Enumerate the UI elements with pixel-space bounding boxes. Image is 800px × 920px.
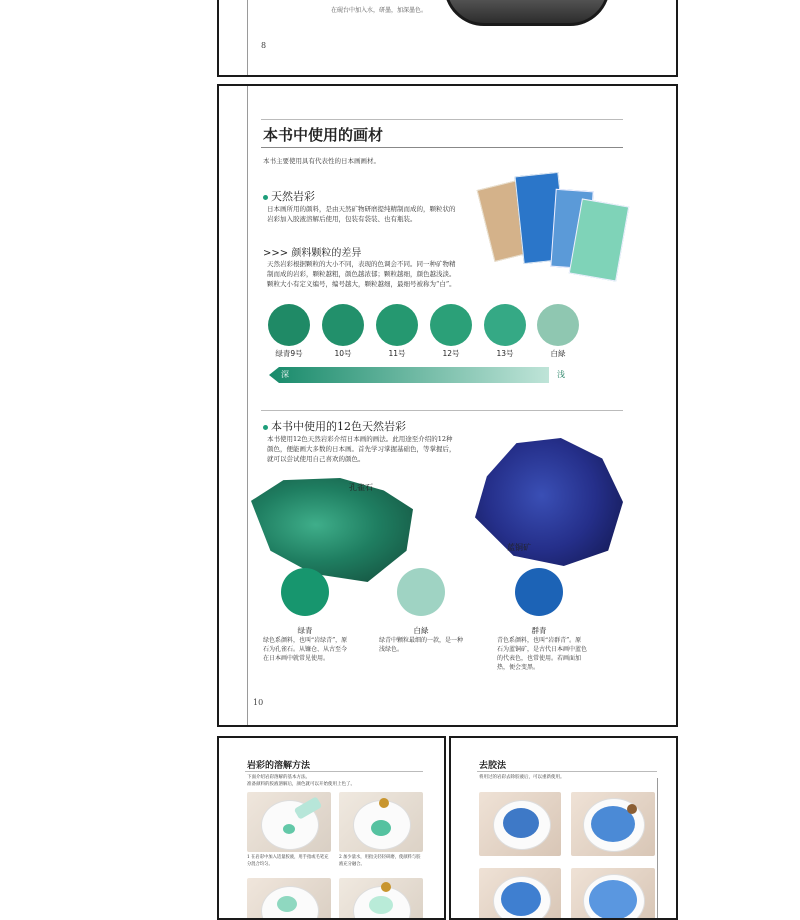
section-heading-12-colors: 本书中使用的12色天然岩彩 xyxy=(263,418,406,434)
title-rule xyxy=(261,147,623,148)
step-1: 1 在岩彩中加入适量胶液，用手指或毛笔充分混合均匀。 xyxy=(247,855,329,867)
swatch-label-3: 11号 xyxy=(388,349,406,358)
swatch-label-2: 10号 xyxy=(334,349,352,358)
step-photo-1 xyxy=(479,792,561,856)
section-divider xyxy=(261,410,623,411)
step-photo-3 xyxy=(479,868,561,920)
swatch-5 xyxy=(484,304,526,346)
azurite-photo xyxy=(475,438,623,566)
step-2: 2 加少量水，用指尖轻轻研磨，使颜料与胶液充分融合。 xyxy=(339,855,421,867)
subsection-body-2: 制而成的岩彩，颗粒越粗，颜色越浓郁；颗粒越细，颜色越浅淡。 xyxy=(267,270,456,278)
top-page xyxy=(217,0,678,77)
swatch-label-4: 12号 xyxy=(442,349,460,358)
subsection-heading-grain-difference: >>> 颜料颗粒的差异 xyxy=(263,248,362,259)
pigment-swatch-green xyxy=(281,568,329,616)
section1-body-1: 日本画所用的颜料，是由天然矿物研磨提纯精制而成的，颗粒状的 xyxy=(267,205,456,213)
page-intro: 本书主要使用具有代表性的日本画画材。 xyxy=(263,157,380,165)
swatch-2 xyxy=(322,304,364,346)
step-photo-2 xyxy=(571,792,655,856)
section2-body-1: 本书使用12色天然岩彩介绍日本画的画法。此用途至介绍的12种 xyxy=(267,435,453,443)
page-number: 8 xyxy=(261,41,267,50)
swatch-6 xyxy=(537,304,579,346)
page-title: 本书中使用的画材 xyxy=(263,126,384,144)
title-rule xyxy=(477,771,657,772)
bottom-right-page xyxy=(449,736,678,920)
subsection-body-1: 天然岩彩根据颗粒的大小不同，表现的色调会不同。同一种矿物精 xyxy=(267,260,456,268)
bullet-icon xyxy=(263,425,268,430)
gradient-label-light: 浅 xyxy=(557,370,565,379)
main-page xyxy=(217,84,678,727)
pigment-swatch-ultramarine xyxy=(515,568,563,616)
photo-caption: 在砚台中加入水，研墨，加深墨色。 xyxy=(331,7,428,14)
gradient-label-deep: 深 xyxy=(281,370,289,379)
swatch-label-6: 白緑 xyxy=(550,349,566,358)
bottom-left-page xyxy=(217,736,446,920)
pigment-desc-white-green: 绿青中颗粒最细的一款，是一种 浅绿色。 xyxy=(379,637,464,653)
pigment-label-white-green: 白緑 xyxy=(413,626,429,635)
step-photo-3 xyxy=(247,878,331,920)
intro-1: 下面介绍岩彩溶解的基本方法。 xyxy=(247,775,310,780)
page-number: 10 xyxy=(253,698,264,707)
pigment-desc-ultramarine: 青色系颜料，也叫“岩群青”。原 石为蓝铜矿，是古代日本画中蓝色 的代表色，也常使用。若画面加 热，便会变黑。 xyxy=(497,637,588,671)
step-photo-2 xyxy=(339,792,423,852)
swatch-label-5: 13号 xyxy=(496,349,514,358)
section1-body-2: 岩彩加入胶液溶解后使用，包装有袋装、也有瓶装。 xyxy=(267,215,417,223)
malachite-label: 孔雀石 xyxy=(349,483,373,492)
pigment-swatch-white-green xyxy=(397,568,445,616)
pigment-label-ultramarine: 群青 xyxy=(531,626,547,635)
section2-body-2: 颜色，便能画大多数的日本画。首先学习掌握基础色，等掌握后， xyxy=(267,445,456,453)
subsection-body-3: 颗粒大小有定义编号，编号越大，颗粒越细，最细号被称为“白”。 xyxy=(267,280,456,288)
section2-body-3: 就可以尝试使用自己喜欢的颜色。 xyxy=(267,455,365,463)
intro-2: 准备颜料的胶液溶解后，颜色就可以开始使用上色了。 xyxy=(247,782,355,787)
swatch-label-1: 绿青9号 xyxy=(275,349,303,358)
section-heading-natural-pigments: 天然岩彩 xyxy=(263,188,315,204)
step-photo-4 xyxy=(339,878,423,920)
intro-1: 将用过的岩彩去除胶液后，可以重新使用。 xyxy=(479,775,565,780)
title-rule-top xyxy=(261,119,623,120)
pigment-desc-green: 绿色系颜料，也叫“岩绿青”，原 石为孔雀石。从镰仓、从古至今 在日本画中就常见使用。 xyxy=(263,637,348,662)
swatch-4 xyxy=(430,304,472,346)
page-margin-line xyxy=(247,86,248,725)
pigment-bags-photo xyxy=(481,172,629,284)
step-photo-4 xyxy=(571,868,655,920)
page-title: 岩彩的溶解方法 xyxy=(247,761,311,771)
page-edge-line xyxy=(657,778,658,918)
gradient-arrow xyxy=(269,367,549,383)
malachite-photo xyxy=(251,478,413,582)
page-margin-line xyxy=(247,0,248,77)
title-rule xyxy=(245,771,423,772)
swatch-1 xyxy=(268,304,310,346)
azurite-label: 蓝铜矿 xyxy=(507,543,531,552)
step-photo-1 xyxy=(247,792,331,852)
ink-stone-photo xyxy=(444,0,610,26)
pigment-label-green: 绿青 xyxy=(297,626,313,635)
bullet-icon xyxy=(263,195,268,200)
page-title: 去胶法 xyxy=(479,761,507,771)
swatch-3 xyxy=(376,304,418,346)
